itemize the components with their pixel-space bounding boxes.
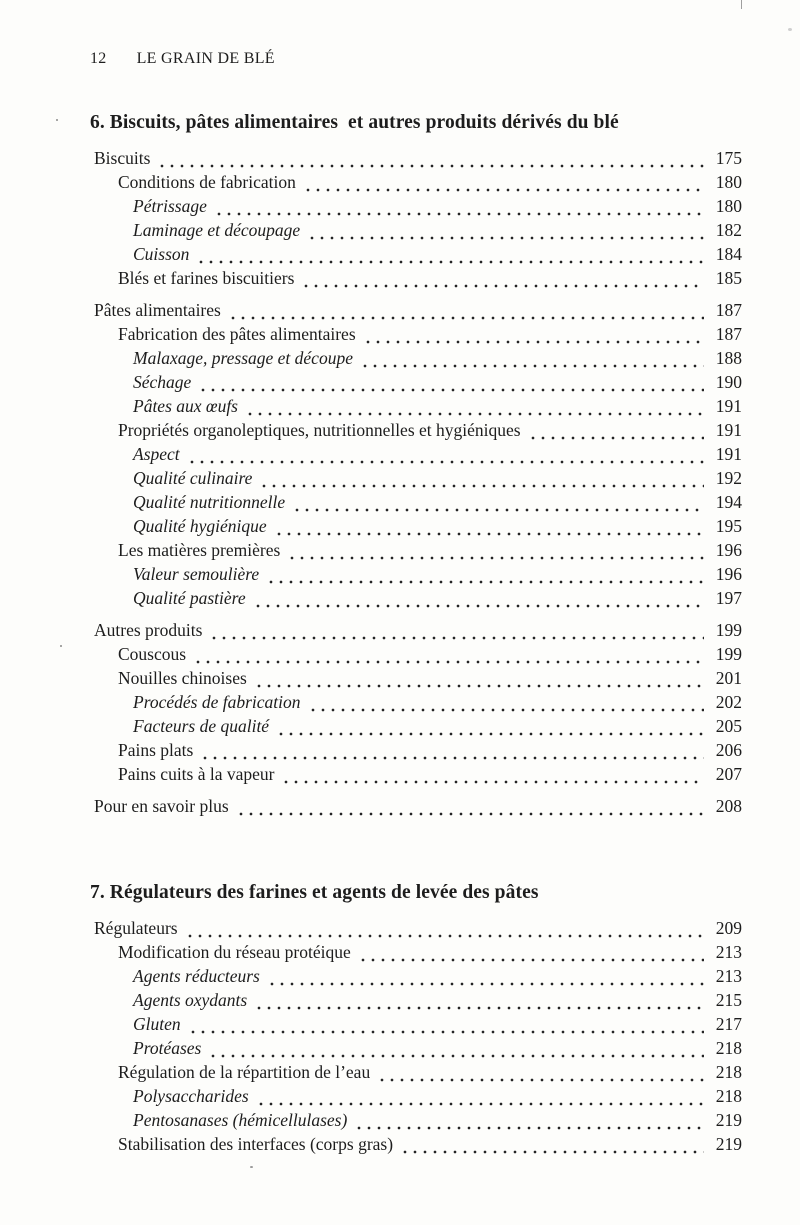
toc-entry-label: Séchage [133, 372, 192, 392]
running-title: LE GRAIN DE BLÉ [136, 50, 275, 67]
dot-leader [193, 644, 704, 668]
toc-entry-page: 194 [715, 492, 742, 512]
toc-entry-label: Pâtes alimentaires [94, 300, 221, 320]
toc-entry-page: 196 [715, 540, 742, 560]
toc-entry [94, 692, 742, 716]
scan-edge-artifact [741, 0, 742, 9]
toc-entry-page: 191 [715, 420, 742, 440]
toc-entry-page: 197 [715, 588, 742, 608]
toc-entry [94, 196, 742, 220]
toc-entry [94, 918, 742, 942]
toc-sections [90, 112, 742, 1158]
dot-leader [267, 966, 704, 990]
dot-leader [188, 1014, 704, 1038]
toc-entry [94, 468, 742, 492]
toc-entry-label: Couscous [118, 644, 187, 664]
toc-entry [94, 740, 742, 764]
toc-entry [94, 420, 742, 444]
toc-entry-page: 192 [715, 468, 742, 488]
toc-entry-label: Valeur semoulière [133, 564, 260, 584]
folio-page-number: 12 [90, 50, 107, 67]
toc-entry [94, 244, 742, 268]
toc-entry [94, 540, 742, 564]
toc-entry-label: Blés et farines biscuitiers [118, 268, 295, 288]
toc-entry-page: 218 [715, 1062, 742, 1082]
toc-entry-label: Pentosanases (hémicellulases) [133, 1110, 348, 1130]
toc-entry-page: 199 [715, 644, 742, 664]
dot-leader [259, 468, 704, 492]
dot-leader [198, 372, 704, 396]
toc-entry [94, 492, 742, 516]
toc-entry [94, 372, 742, 396]
toc-entry [94, 620, 742, 644]
toc-entry-page: 190 [715, 372, 742, 392]
toc-entry-label: Qualité culinaire [133, 468, 253, 488]
toc-entry-label: Gluten [133, 1014, 181, 1034]
toc-entry [94, 1038, 742, 1062]
dot-leader [307, 220, 704, 244]
dot-leader [266, 564, 704, 588]
dot-leader [363, 324, 704, 348]
toc-entry-label: Procédés de fabrication [133, 692, 301, 712]
dot-leader [354, 1110, 704, 1134]
toc-entry-label: Facteurs de qualité [133, 716, 270, 736]
toc-entry [94, 716, 742, 740]
toc-entry-label: Régulateurs [94, 918, 178, 938]
toc-entry-label: Malaxage, pressage et découpe [133, 348, 353, 368]
dot-leader [281, 764, 704, 788]
toc-entry-page: 196 [715, 564, 742, 584]
toc-entry-label: Modification du réseau protéique [118, 942, 351, 962]
toc-entry [94, 966, 742, 990]
dot-leader [187, 444, 704, 468]
toc-entry-page: 207 [715, 764, 742, 784]
toc-entry-label: Polysaccharides [133, 1086, 249, 1106]
toc-entry-page: 208 [715, 796, 742, 816]
chapter-heading: 7. Régulateurs des farines et agents de levée des pâtes [90, 882, 539, 903]
toc-entry [94, 324, 742, 348]
dot-leader [528, 420, 704, 444]
dot-leader [254, 990, 704, 1014]
toc-entry-label: Laminage et découpage [133, 220, 301, 240]
toc-entry-page: 209 [715, 918, 742, 938]
toc-entry-page: 184 [715, 244, 742, 264]
toc-entry [94, 644, 742, 668]
toc-entry-page: 215 [715, 990, 742, 1010]
toc-entry-label: Protéases [133, 1038, 202, 1058]
toc-section [90, 112, 742, 820]
toc-entry-page: 199 [715, 620, 742, 640]
toc-entry-page: 180 [715, 196, 742, 216]
toc-entry-page: 205 [715, 716, 742, 736]
toc-entry [94, 1014, 742, 1038]
dot-leader [276, 716, 704, 740]
toc-entry-label: Qualité pastière [133, 588, 246, 608]
dot-leader [236, 796, 704, 820]
chapter-heading: 6. Biscuits, pâtes alimentaires et autres produits dérivés du blé [90, 112, 619, 133]
toc-entry-label: Aspect [133, 444, 180, 464]
scan-speck [60, 645, 62, 647]
dot-leader [400, 1134, 704, 1158]
toc-entry-label: Conditions de fabrication [118, 172, 296, 192]
toc-entry-label: Pains plats [118, 740, 194, 760]
toc-entry-page: 213 [715, 966, 742, 986]
toc-entry [94, 588, 742, 612]
toc-entry-page: 188 [715, 348, 742, 368]
toc-entry-label: Qualité nutritionnelle [133, 492, 286, 512]
scan-speck [788, 28, 792, 31]
toc-entry [94, 220, 742, 244]
toc-entry-label: Pétrissage [133, 196, 207, 216]
dot-leader [157, 148, 704, 172]
toc-entry-label: Propriétés organoleptiques, nutritionnelles et hygiéniques [118, 420, 521, 440]
toc-list [90, 918, 742, 1158]
scan-speck [56, 119, 58, 121]
toc-entry-label: Autres produits [94, 620, 203, 640]
toc-entry-page: 213 [715, 942, 742, 962]
toc-entry-page: 191 [715, 396, 742, 416]
dot-leader [200, 740, 704, 764]
toc-entry-label: Pâtes aux œufs [133, 396, 238, 416]
toc-entry-label: Pains cuits à la vapeur [118, 764, 275, 784]
toc-list [90, 148, 742, 820]
toc-entry-page: 182 [715, 220, 742, 240]
toc-entry-label: Régulation de la répartition de l’eau [118, 1062, 371, 1082]
toc-entry-label: Qualité hygiénique [133, 516, 267, 536]
toc-entry-page: 218 [715, 1038, 742, 1058]
toc-entry [94, 300, 742, 324]
toc-entry-page: 175 [715, 148, 742, 168]
dot-leader [360, 348, 704, 372]
toc-entry-page: 180 [715, 172, 742, 192]
toc-entry [94, 764, 742, 788]
toc-entry-page: 219 [715, 1110, 742, 1130]
toc-entry [94, 396, 742, 420]
toc-entry-label: Agents réducteurs [133, 966, 260, 986]
toc-entry-page: 202 [715, 692, 742, 712]
toc-entry [94, 1134, 742, 1158]
toc-entry [94, 148, 742, 172]
dot-leader [308, 692, 704, 716]
dot-leader [287, 540, 704, 564]
dot-leader [253, 588, 704, 612]
toc-entry-label: Agents oxydants [133, 990, 248, 1010]
toc-entry [94, 444, 742, 468]
toc-entry-label: Biscuits [94, 148, 151, 168]
toc-entry [94, 1086, 742, 1110]
toc-entry-page: 217 [715, 1014, 742, 1034]
toc-entry-page: 218 [715, 1086, 742, 1106]
toc-entry-label: Nouilles chinoises [118, 668, 247, 688]
toc-entry [94, 564, 742, 588]
dot-leader [377, 1062, 704, 1086]
dot-leader [292, 492, 704, 516]
running-header [90, 50, 742, 68]
dot-leader [228, 300, 704, 324]
toc-entry-label: Pour en savoir plus [94, 796, 229, 816]
toc-entry-label: Fabrication des pâtes alimentaires [118, 324, 356, 344]
toc-entry [94, 1110, 742, 1134]
toc-entry-page: 187 [715, 324, 742, 344]
dot-leader [245, 396, 704, 420]
dot-leader [256, 1086, 704, 1110]
dot-leader [196, 244, 704, 268]
toc-entry [94, 942, 742, 966]
dot-leader [214, 196, 704, 220]
toc-entry [94, 796, 742, 820]
toc-entry-page: 206 [715, 740, 742, 760]
dot-leader [254, 668, 704, 692]
toc-section [90, 882, 742, 1158]
toc-entry-page: 185 [715, 268, 742, 288]
toc-entry-page: 219 [715, 1134, 742, 1154]
toc-entry-label: Cuisson [133, 244, 190, 264]
toc-entry [94, 1062, 742, 1086]
dot-leader [358, 942, 704, 966]
toc-entry [94, 268, 742, 292]
dot-leader [208, 1038, 704, 1062]
toc-entry-page: 187 [715, 300, 742, 320]
dot-leader [274, 516, 704, 540]
toc-entry-label: Stabilisation des interfaces (corps gras) [118, 1134, 394, 1154]
toc-entry [94, 172, 742, 196]
toc-entry-page: 191 [715, 444, 742, 464]
toc-entry [94, 348, 742, 372]
toc-entry [94, 990, 742, 1014]
toc-entry-label: Les matières premières [118, 540, 281, 560]
toc-entry-page: 195 [715, 516, 742, 536]
dot-leader [301, 268, 704, 292]
dot-leader [185, 918, 704, 942]
dot-leader [209, 620, 704, 644]
scan-speck [250, 1166, 253, 1168]
dot-leader [303, 172, 704, 196]
toc-entry-page: 201 [715, 668, 742, 688]
toc-entry [94, 516, 742, 540]
toc-entry [94, 668, 742, 692]
